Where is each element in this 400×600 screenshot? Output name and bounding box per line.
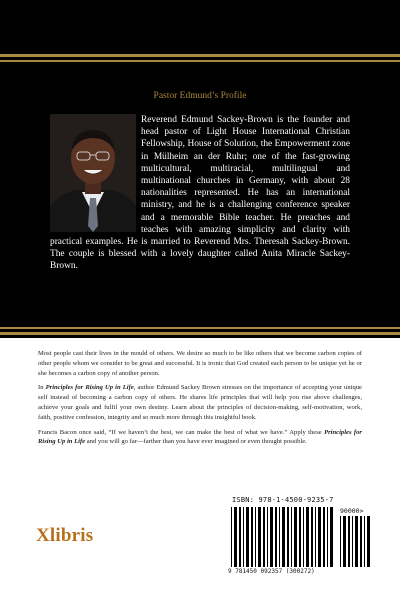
- copy-p3-start: Francis Bacon once said, “If we haven’t the best, we can make the best of what we have.” Apply these: [38, 428, 325, 436]
- price-code: 90000>: [340, 507, 364, 515]
- barcode-bar: [258, 507, 261, 567]
- isbn-label: ISBN: 978-1-4500-9235-7: [232, 496, 334, 504]
- copy-paragraph-2: [38, 383, 362, 422]
- book-title-mention: Principles for Rising Up in Life: [45, 384, 134, 392]
- barcode-digits: 9 781450 092357 (300272): [228, 568, 315, 575]
- barcode-bar: [243, 507, 244, 567]
- isbn-barcode: [228, 496, 373, 579]
- barcode-bar: [246, 507, 249, 567]
- copy-p2-end: , author Edmund Sackey Brown stresses on the importance of accepting your unique self instead of becoming a carbon copy of others. He shares life principles that will help you rise above challenges, achieve your goals and fulfil your own destiny. Learn about the principles of decision-making, self-motivation, work, faith, positive confession, integrity and so much more through this insightful book.: [38, 384, 362, 421]
- gold-rule-bottom-1: [0, 327, 400, 329]
- author-bio: [50, 114, 350, 272]
- barcode-bar: [318, 507, 321, 567]
- barcode-bar: [279, 507, 280, 567]
- barcode-bar: [367, 516, 370, 567]
- barcode-bar: [311, 507, 313, 567]
- copy-p3-end: and you will go far—farther than you have ever imagined or even thought possible.: [85, 438, 307, 446]
- barcode-bar: [303, 507, 304, 567]
- barcode-bar: [340, 516, 341, 567]
- price-barcode-bars: [340, 516, 370, 567]
- barcode-bar: [263, 507, 265, 567]
- barcode-bar: [282, 507, 285, 567]
- barcode-bar: [306, 507, 309, 567]
- barcode-bar: [287, 507, 289, 567]
- barcode-bar: [251, 507, 253, 567]
- barcode-bar: [270, 507, 273, 567]
- barcode-bar: [355, 516, 358, 567]
- barcode-bar: [360, 516, 362, 567]
- barcode-bar: [364, 516, 365, 567]
- gold-rule-top-2: [0, 60, 400, 62]
- barcode-bar: [239, 507, 241, 567]
- gold-rule-bottom-2: [0, 332, 400, 335]
- bio-text: Reverend Edmund Sackey-Brown is the founder and head pastor of Light House International Christian Fellowship, House of Solution, the Empowerment zone in Mülheim an der Ruhr; one of the fast-growing multicultural, multiracial, multilingual and multinational churches in Germany, with about 28 nationalities represented. He has an international ministry, and he is a challenging conference speaker and a memorable Bible teacher. He preaches and teaches with amazing simplicity and clarity with practical examples. He is married to Reverend Mrs. Theresah Sackey-Brown. The couple is blessed with a lovely daughter called Anita Miracle Sackey-Brown.: [50, 115, 350, 272]
- barcode-bar: [343, 516, 346, 567]
- barcode-bar: [255, 507, 256, 567]
- barcode-bar: [267, 507, 268, 567]
- xlibris-logo: Xlibris: [36, 525, 94, 546]
- profile-heading: Pastor Edmund’s Profile: [153, 91, 247, 101]
- gold-rule-top-1: [0, 54, 400, 57]
- barcode-bar: [327, 507, 328, 567]
- barcode-bar: [323, 507, 325, 567]
- barcode-bars: [231, 507, 337, 567]
- copy-paragraph-1: Most people cast their lives in the mould of others. We desire so much to be like others that we become carbon copies of other people whom we consider to be great and successful. It is ironic that God created each person to be unique yet he or she becomes a carbon copy of another person.: [38, 350, 362, 377]
- book-title-mention-2: Principles for Rising Up in Life: [38, 428, 362, 446]
- barcode-bar: [234, 507, 237, 567]
- barcode-bar: [294, 507, 297, 567]
- photo-spacer: [50, 114, 136, 233]
- barcode-bar: [330, 507, 333, 567]
- barcode-bar: [291, 507, 292, 567]
- barcode-bar: [275, 507, 277, 567]
- barcode-bar: [315, 507, 316, 567]
- copy-p2-start: In: [38, 384, 46, 392]
- barcode-bar: [348, 516, 350, 567]
- back-cover-copy: [38, 349, 362, 452]
- copy-paragraph-3: [38, 428, 362, 448]
- barcode-bar: [231, 507, 232, 567]
- barcode-bar: [299, 507, 301, 567]
- barcode-bar: [352, 516, 353, 567]
